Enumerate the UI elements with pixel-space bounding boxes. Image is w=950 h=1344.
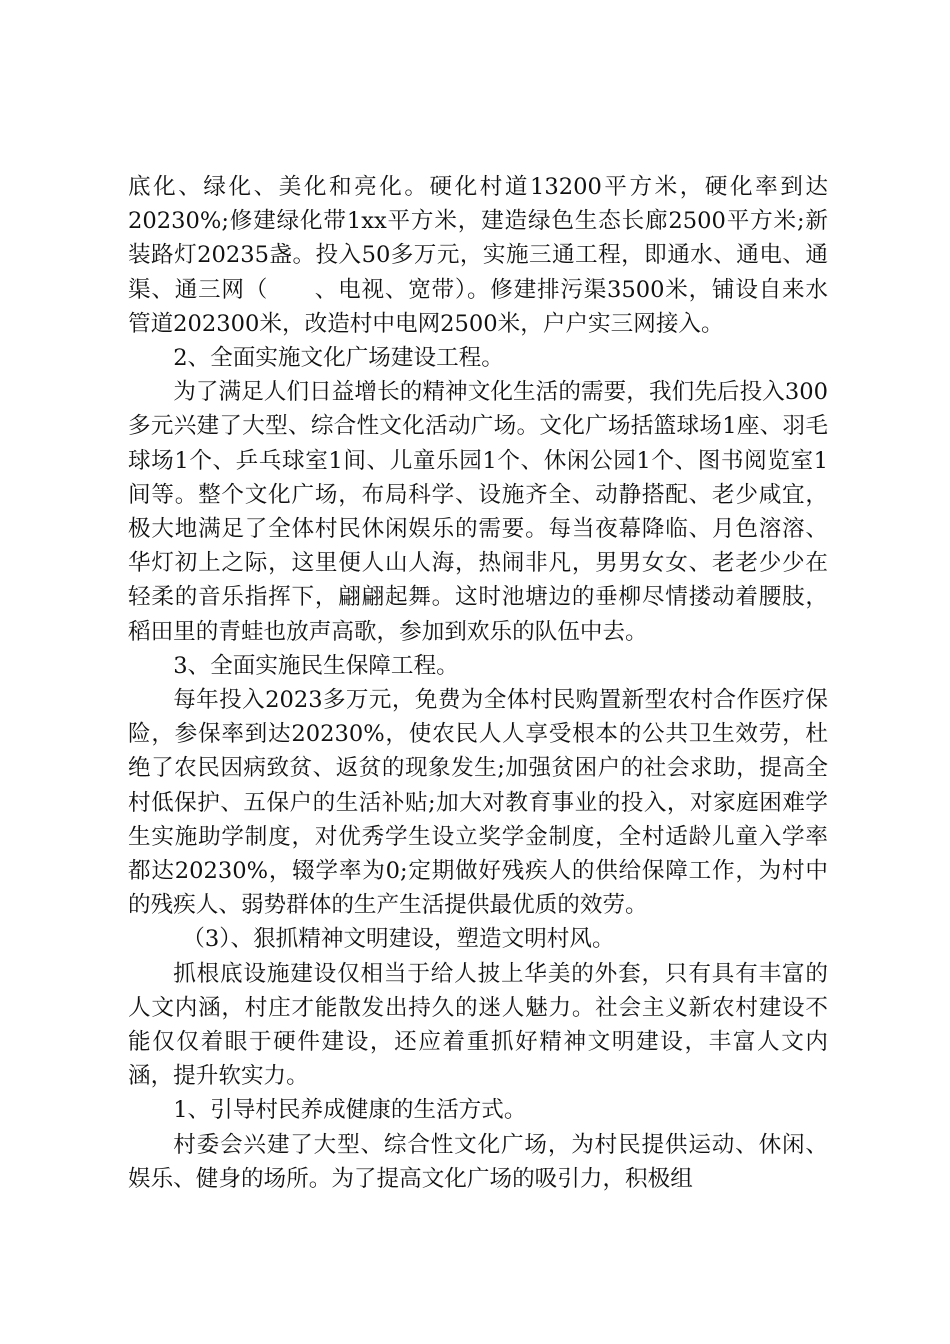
document-page — [128, 170, 828, 1196]
paragraph-healthy-lifestyle: 村委会兴建了大型、综合性文化广场，为村民提供运动、休闲、娱乐、健身的场所。为了提高文化广场的吸引力，积极组 — [128, 1131, 828, 1192]
heading-livelihood: 3、全面实施民生保障工程。 — [173, 652, 459, 679]
paragraph-livelihood: 每年投入2023多万元，免费为全体村民购置新型农村合作医疗保险，参保率到达20230%，使农民人人享受根本的公共卫生效劳，杜绝了农民因病致贫、返贫的现象发生;加强贫困户的社会求助，提高全村低保护、五保户的生活补贴;加大对教育事业的投入，对家庭困难学生实施助学制度，对优秀学生设立奖学金制度，全村适龄儿童入学率都达20230%，辍学率为0;定期做好残疾人的供给保障工作，为村中的残疾人、弱势群体的生产生活提供最优质的效劳。 — [128, 687, 828, 919]
paragraph-infrastructure-continuation: 底化、绿化、美化和亮化。硬化村道13200平方米，硬化率到达20230%;修建绿化带1xx平方米，建造绿色生态长廊2500平方米;新装路灯20235盏。投入50多万元，实施三通工程，即通水、通电、通渠、通三网（ 、电视、宽带）。修建排污渠3500米，铺设自来水管道202300米，改造村中电网2500米，户户实三网接入。 — [128, 174, 828, 337]
paragraph-spiritual-civilization: 抓根底设施建设仅相当于给人披上华美的外套，只有具有丰富的人文内涵，村庄才能散发出持久的迷人魅力。社会主义新农村建设不能仅仅着眼于硬件建设，还应着重抓好精神文明建设，丰富人文内涵，提升软实力。 — [128, 960, 828, 1090]
paragraph-culture-square: 为了满足人们日益增长的精神文化生活的需要，我们先后投入300多元兴建了大型、综合性文化活动广场。文化广场括篮球场1座、羽毛球场1个、乒乓球室1间、儿童乐园1个、休闲公园1个、图书阅览室1间等。整个文化广场，布局科学、设施齐全、动静搭配、老少咸宜，极大地满足了全体村民休闲娱乐的需要。每当夜幕降临、月色溶溶、华灯初上之际，这里便人山人海，热闹非凡，男男女女、老老少少在轻柔的音乐指挥下，翩翩起舞。这时池塘边的垂柳尽情搂动着腰肢，稻田里的青蛙也放声高歌，参加到欢乐的队伍中去。 — [128, 379, 828, 645]
heading-culture-square: 2、全面实施文化广场建设工程。 — [173, 345, 504, 372]
heading-healthy-lifestyle: 1、引导村民养成健康的生活方式。 — [173, 1097, 527, 1124]
heading-spiritual-civilization: （3）、狠抓精神文明建设，塑造文明村风。 — [182, 926, 615, 953]
